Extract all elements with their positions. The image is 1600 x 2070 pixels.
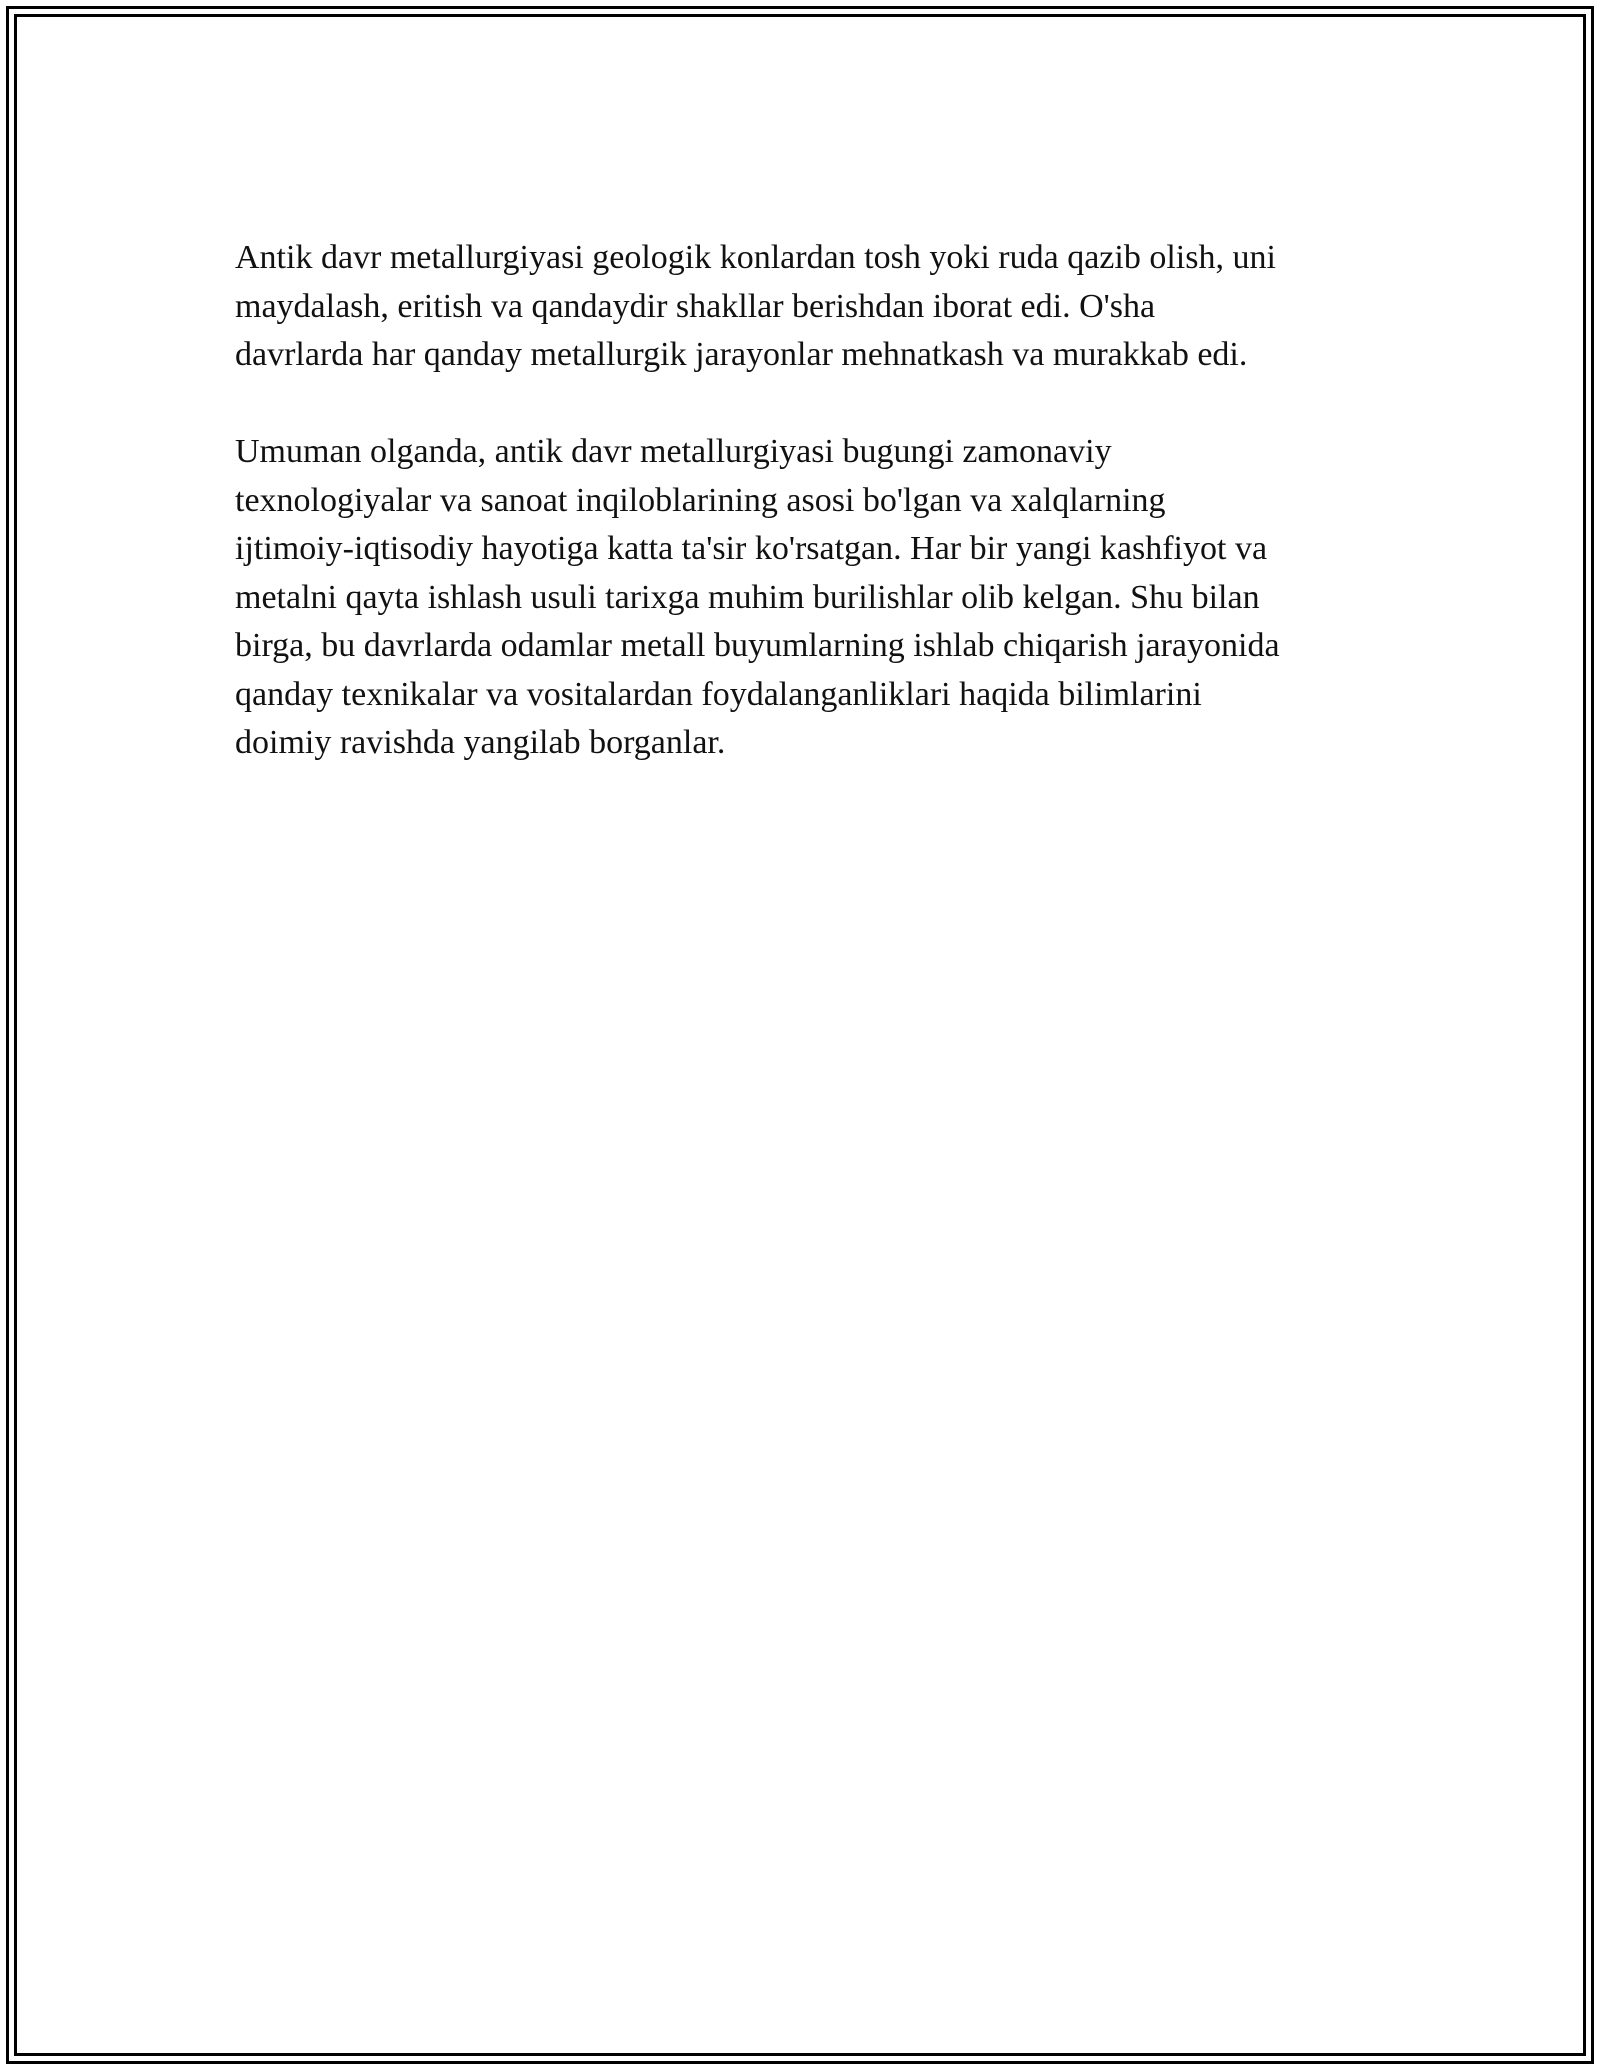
text-line: maydalash, eritish va qandaydir shakllar berishdan iborat edi. O'sha	[235, 287, 1156, 325]
text-line: birga, bu davrlarda odamlar metall buyumlarning ishlab chiqarish jarayonida	[235, 627, 1280, 664]
paragraph-1	[235, 234, 1385, 380]
text-line: texnologiyalar va sanoat inqiloblarining asosi bo'lgan va xalqlarning	[235, 481, 1166, 519]
text-line: ijtimoiy-iqtisodiy hayotiga katta ta'sir ko'rsatgan. Har bir yangi kashfiyot va	[235, 530, 1268, 567]
text-line: doimiy ravishda yangilab borganlar.	[235, 724, 726, 761]
document-body	[235, 234, 1385, 768]
text-line: Antik davr metallurgiyasi geologik konlardan tosh yoki ruda qazib olish, uni	[235, 239, 1276, 276]
text-line: metalni qayta ishlash usuli tarixga muhim burilishlar olib kelgan. Shu bilan	[235, 578, 1260, 616]
text-line: Umuman olganda, antik davr metallurgiyasi bugungi zamonaviy	[235, 433, 1112, 470]
text-line: qanday texnikalar va vositalardan foydalanganliklari haqida bilimlarini	[235, 675, 1202, 713]
text-line: davrlarda har qanday metallurgik jarayonlar mehnatkash va murakkab edi.	[235, 336, 1248, 373]
paragraph-spacer	[235, 380, 1385, 429]
paragraph-2	[235, 428, 1385, 768]
